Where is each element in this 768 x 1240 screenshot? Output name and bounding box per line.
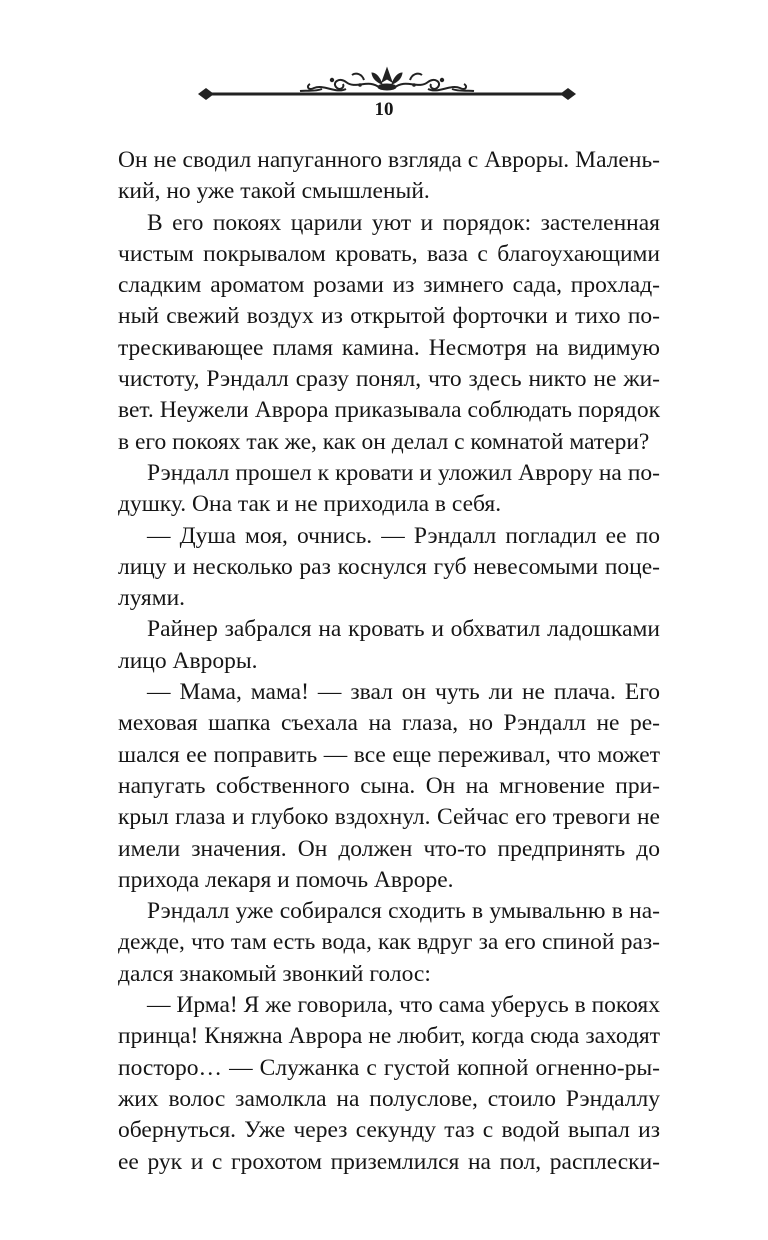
text-line: — Ирма! Я же говорила, что сама уберусь в покоях bbox=[147, 992, 660, 1019]
text-line: шался ее поправить — все еще переживал, что может bbox=[118, 741, 660, 768]
text-line: Рэндалл уже собирался сходить в умывальню в на- bbox=[147, 898, 660, 925]
text-line: принца! Княжна Аврора не любит, когда сюда заходят bbox=[118, 1023, 660, 1050]
text-line: лицу и несколько раз коснулся губ невесомыми поце- bbox=[118, 553, 660, 580]
text-line: чистым покрывалом кровать, ваза с благоухающими bbox=[118, 240, 660, 267]
text-line: душку. Она так и не приходила в себя. bbox=[118, 491, 502, 518]
text-line: вет. Неужели Аврора приказывала соблюдать порядок bbox=[118, 397, 660, 424]
text-line: крыл глаза и глубоко вздохнул. Сейчас его тревоги не bbox=[118, 804, 660, 831]
text-line: чистоту, Рэндалл сразу понял, что здесь никто не жи- bbox=[118, 366, 660, 393]
text-line: обернуться. Уже через секунду таз с водой выпал из bbox=[118, 1117, 660, 1144]
text-line: лицо Авроры. bbox=[118, 647, 258, 674]
text-line: ный свежий воздух из открытой форточки и тихо по- bbox=[118, 303, 660, 330]
page-number: 10 bbox=[374, 99, 394, 120]
text-line: Он не сводил напуганного взгляда с Авроры. Малень- bbox=[118, 147, 660, 173]
text-line: — Мама, мама! — звал он чуть ли не плача. Его bbox=[147, 679, 660, 706]
text-line: — Душа моя, очнись. — Рэндалл погладил ее по bbox=[147, 522, 660, 549]
text-line: Райнер забрался на кровать и обхватил ладошками bbox=[147, 616, 660, 643]
text-line: луями. bbox=[118, 585, 186, 612]
text-line: посторо… — Служанка с густой копной огненно-ры- bbox=[118, 1054, 660, 1081]
body-text bbox=[118, 145, 660, 1178]
text-line: кий, но уже такой смышленый. bbox=[118, 178, 430, 205]
text-line: дался знакомый звонкий голос: bbox=[118, 960, 431, 987]
text-line: дежде, что там есть вода, как вдруг за его спиной раз- bbox=[118, 929, 660, 956]
text-line: В его покоях царили уют и порядок: застеленная bbox=[147, 209, 660, 236]
text-line: ее рук и с грохотом приземлился на пол, расплески- bbox=[118, 1148, 660, 1175]
text-line: прихода лекаря и помочь Авроре. bbox=[118, 866, 454, 893]
text-line: напугать собственного сына. Он на мгновение при- bbox=[118, 772, 660, 799]
text-line: сладким ароматом розами из зимнего сада, прохлад- bbox=[118, 272, 660, 299]
text-line: Рэндалл прошел к кровати и уложил Аврору на по- bbox=[147, 459, 660, 486]
text-line: в его покоях так же, как он делал с комнатой матери? bbox=[118, 428, 650, 455]
text-line: трескивающее пламя камина. Несмотря на видимую bbox=[118, 334, 660, 361]
text-line: меховая шапка съехала на глаза, но Рэндалл не ре- bbox=[118, 710, 660, 737]
text-line: жих волос замолкла на полуслове, стоило Рэндаллу bbox=[118, 1085, 660, 1112]
text-line: имели значения. Он должен что-то предпринять до bbox=[118, 835, 660, 862]
